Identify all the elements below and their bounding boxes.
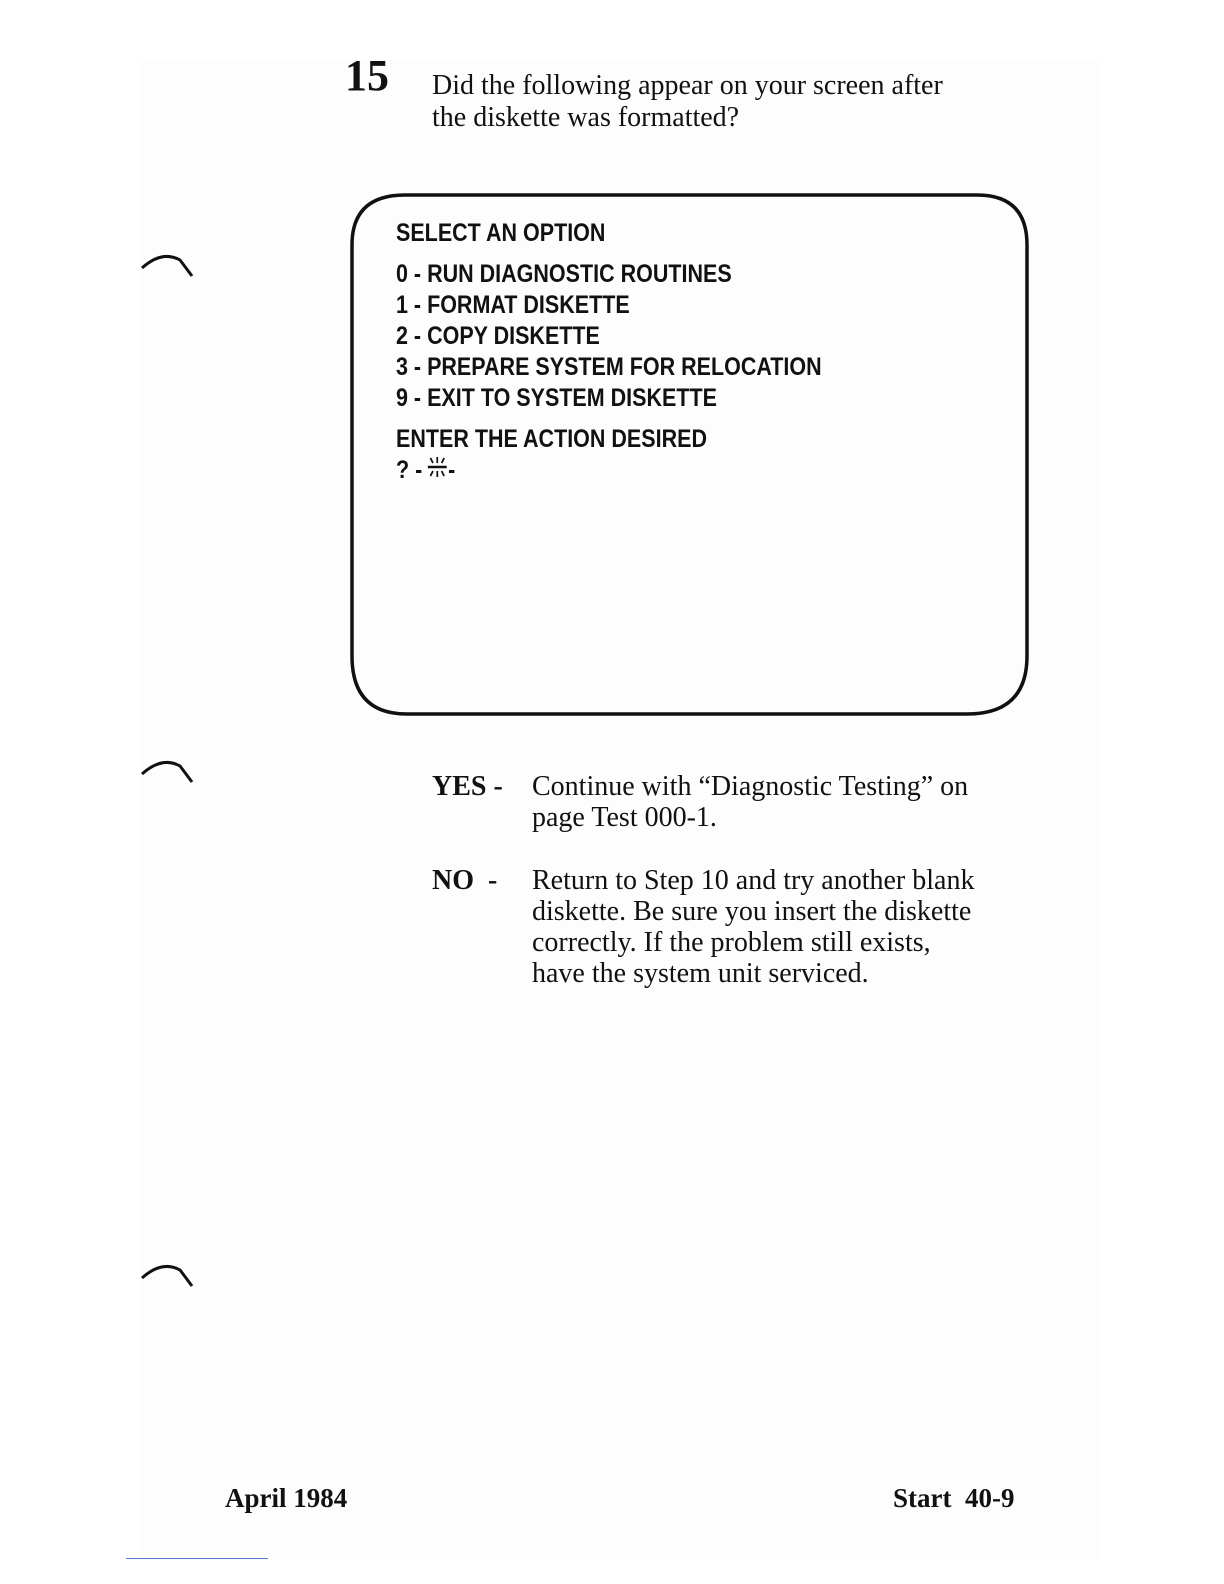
blinking-cursor-icon [426,455,448,485]
answer-no-text [532,865,1052,989]
answer-line: have the system unit serviced. [532,958,869,989]
binder-hole-mark [136,752,200,786]
answer-line: Return to Step 10 and try another blank [532,865,975,896]
step-question [432,70,1052,134]
question-line: the diskette was formatted? [432,102,740,133]
menu-item-run-diagnostics: 0 - RUN DIAGNOSTIC ROUTINES [396,260,732,288]
prompt-prefix: ? - [396,456,423,484]
prompt-suffix: - [448,456,456,484]
menu-item-format-diskette: 1 - FORMAT DISKETTE [396,291,630,319]
footer-page-number: Start 40-9 [893,1483,1015,1513]
bottom-rule [126,1558,268,1559]
binder-hole-mark [136,246,200,280]
answer-line: page Test 000-1. [532,802,717,833]
answer-line: Continue with “Diagnostic Testing” on [532,771,969,802]
question-line: Did the following appear on your screen after [432,70,943,101]
menu-item-copy-diskette: 2 - COPY DISKETTE [396,322,600,350]
footer-date: April 1984 [225,1483,348,1513]
prompt-heading: ENTER THE ACTION DESIRED [396,425,707,453]
answer-line: correctly. If the problem still exists, [532,927,931,958]
menu-item-exit: 9 - EXIT TO SYSTEM DISKETTE [396,384,717,412]
answer-yes-text [532,771,1052,833]
prompt-line [396,455,822,485]
answer-no-label: NO - [432,865,498,896]
binder-hole-mark [136,1256,200,1290]
menu-item-prepare-relocation: 3 - PREPARE SYSTEM FOR RELOCATION [396,353,822,381]
screen-display [396,218,822,485]
answer-line: diskette. Be sure you insert the diskette [532,896,972,927]
screen-title: SELECT AN OPTION [396,219,606,247]
step-number: 15 [345,51,389,100]
answer-yes-label: YES - [432,771,503,802]
option-menu [396,259,822,414]
